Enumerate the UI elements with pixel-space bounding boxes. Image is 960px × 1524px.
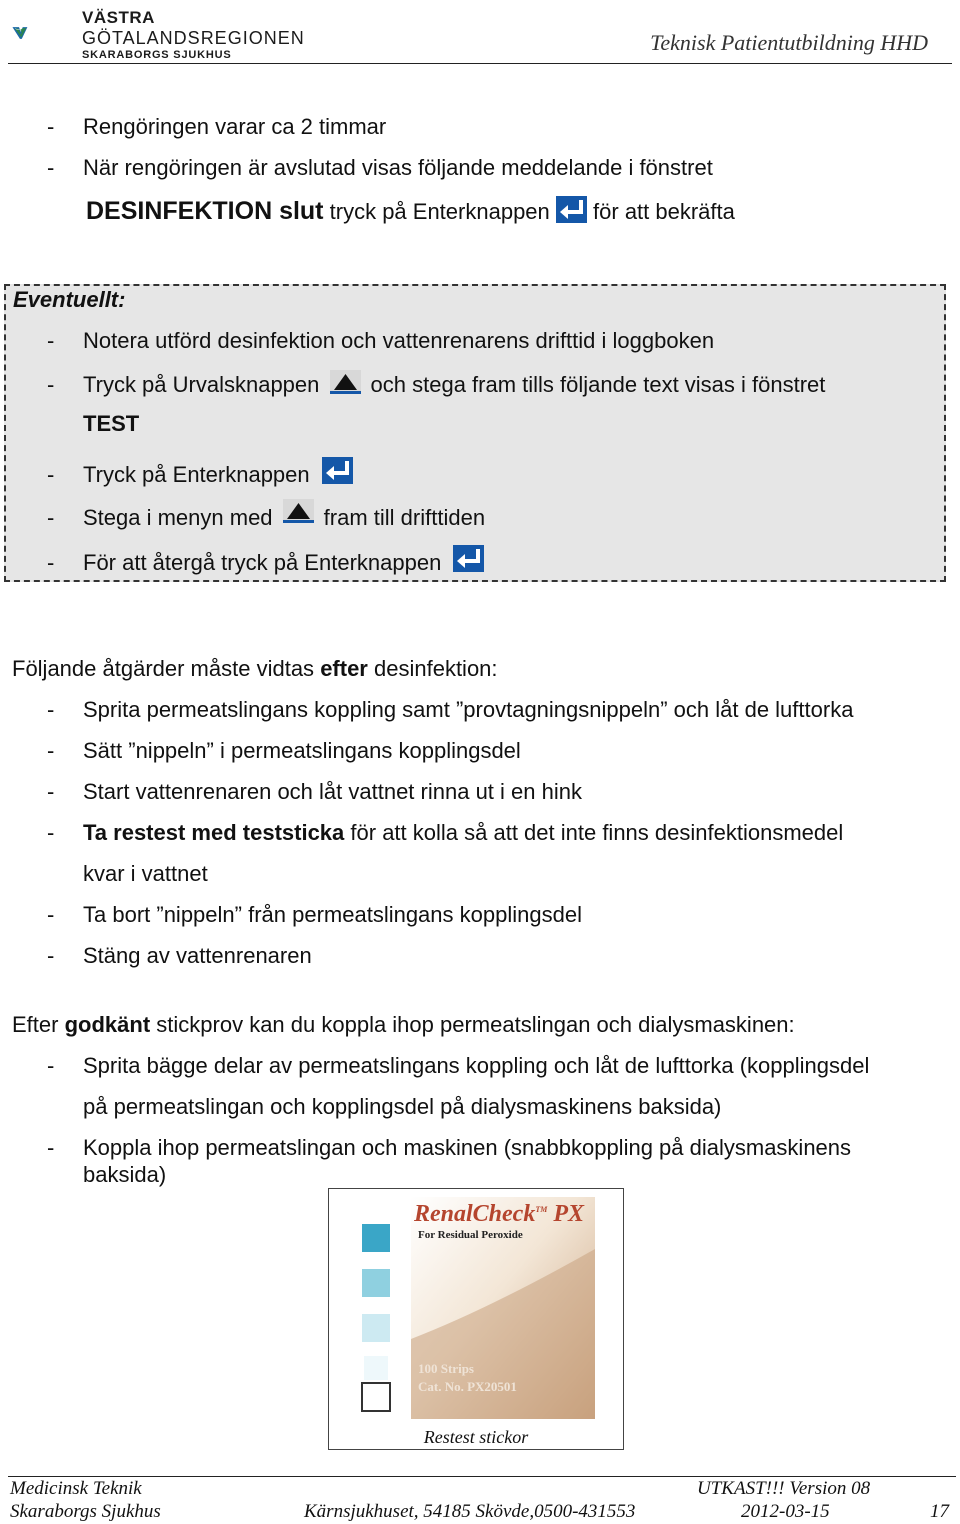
footer-divider bbox=[8, 1476, 956, 1477]
intro-text: stickprov kan du koppla ihop permeatslingan och dialysmaskinen: bbox=[156, 1012, 795, 1037]
list-item: - När rengöringen är avslutad visas följande meddelande i fönstret bbox=[47, 155, 713, 180]
list-item: - Rengöringen varar ca 2 timmar bbox=[47, 114, 387, 139]
list-item: - För att återgå tryck på Enterknappen bbox=[47, 545, 484, 576]
footer-address: Kärnsjukhuset, 54185 Skövde,0500-431553 bbox=[304, 1501, 636, 1522]
list-item: - Notera utförd desinfektion och vattenrenarens drifttid i loggboken bbox=[47, 328, 715, 353]
footer-department: Medicinsk Teknik bbox=[10, 1478, 142, 1499]
list-item-text: Notera utförd desinfektion och vattenrenarens drifttid i loggboken bbox=[83, 328, 715, 353]
list-item-continuation: baksida) bbox=[83, 1162, 167, 1187]
brand-text: RenalCheck bbox=[414, 1201, 536, 1227]
list-item: - Stäng av vattenrenaren bbox=[47, 943, 312, 968]
list-item-text: Tryck på Urvalsknappen bbox=[83, 372, 320, 397]
list-item: - Sprita bägge delar av permeatslingans koppling och låt de lufttorka (kopplingsdel bbox=[47, 1053, 870, 1078]
list-item-text: Sprita permeatslingans koppling samt ”provtagningsnippeln” och låt de lufttorka bbox=[83, 697, 854, 722]
list-item: - Sätt ”nippeln” i permeatslingans kopplingsdel bbox=[47, 738, 521, 763]
intro-text: Efter bbox=[12, 1012, 59, 1037]
up-arrow-key-icon bbox=[283, 499, 314, 523]
intro-bold: efter bbox=[320, 656, 368, 681]
brand-trademark: TM bbox=[535, 1205, 548, 1214]
restest-strips-photo bbox=[328, 1188, 624, 1450]
box-heading: Eventuellt: bbox=[13, 287, 126, 312]
logo-line-3: SKARABORGS SJUKHUS bbox=[82, 49, 232, 61]
intro-text: desinfektion: bbox=[374, 656, 498, 681]
footer-version: UTKAST!!! Version 08 bbox=[697, 1478, 871, 1499]
list-item-text: Start vattenrenaren och låt vattnet rinna ut i en hink bbox=[83, 779, 582, 804]
document-title: Teknisk Patientutbildning HHD bbox=[650, 30, 928, 55]
screen-text-test: TEST bbox=[83, 411, 140, 436]
list-item-text: Stega i menyn med bbox=[83, 505, 273, 530]
logo-line-1: VÄSTRA bbox=[82, 8, 155, 27]
list-item-text: Ta bort ”nippeln” från permeatslingans kopplingsdel bbox=[83, 902, 582, 927]
brand-suffix: PX bbox=[553, 1201, 585, 1227]
list-item-text: För att återgå tryck på Enterknappen bbox=[83, 550, 442, 575]
enter-key-icon bbox=[322, 457, 353, 484]
enter-key-icon bbox=[556, 196, 587, 223]
figure-caption: Restest stickor bbox=[423, 1427, 529, 1447]
list-item: - Start vattenrenaren och låt vattnet rinna ut i en hink bbox=[47, 779, 582, 804]
list-item-text: När rengöringen är avslutad visas följande meddelande i fönstret bbox=[83, 155, 713, 180]
logo-line-2: GÖTALANDSREGIONEN bbox=[82, 28, 305, 48]
header-divider bbox=[8, 63, 952, 64]
list-item-text: Stäng av vattenrenaren bbox=[83, 943, 312, 968]
list-item: - Koppla ihop permeatslingan och maskinen (snabbkoppling på dialysmaskinens bbox=[47, 1135, 852, 1160]
list-item: - Tryck på Urvalsknappen och stega fram tills följande text visas i fönstret bbox=[47, 372, 826, 397]
section-intro-after bbox=[12, 656, 498, 682]
intro-bold: godkänt bbox=[64, 1012, 151, 1037]
list-item-text: Tryck på Enterknappen bbox=[83, 462, 310, 487]
list-item-text: och stega fram tills följande text visas i fönstret bbox=[370, 372, 826, 397]
list-item-continuation: kvar i vattnet bbox=[83, 861, 208, 886]
message-end: för att bekräfta bbox=[593, 199, 735, 224]
up-arrow-key-icon bbox=[330, 370, 361, 394]
message-bold: DESINFEKTION slut bbox=[86, 197, 324, 225]
list-item: - Ta restest med teststicka för att kolla så att det inte finns desinfektionsmedel bbox=[47, 820, 844, 845]
list-item-text: Rengöringen varar ca 2 timmar bbox=[83, 114, 387, 139]
footer-date: 2012-03-15 bbox=[741, 1501, 830, 1522]
list-item-text: för att kolla så att det inte finns desinfektionsmedel bbox=[350, 820, 844, 845]
screen-message bbox=[86, 196, 735, 226]
intro-text: Följande åtgärder måste vidtas bbox=[12, 656, 315, 681]
section-intro-approved bbox=[12, 1012, 795, 1038]
list-item: - Ta bort ”nippeln” från permeatslingans kopplingsdel bbox=[47, 902, 582, 927]
page-number: 17 bbox=[930, 1501, 949, 1522]
logo-emblem bbox=[12, 4, 82, 62]
footer-hospital: Skaraborgs Sjukhus bbox=[10, 1501, 161, 1522]
list-item: - Tryck på Enterknappen bbox=[47, 457, 353, 488]
package-subtitle: For Residual Peroxide bbox=[418, 1229, 523, 1241]
list-item-text: Sätt ”nippeln” i permeatslingans kopplingsdel bbox=[83, 738, 521, 763]
package-strip-count: 100 Strips bbox=[418, 1361, 474, 1376]
package-catalog-number: Cat. No. PX20501 bbox=[418, 1379, 517, 1394]
list-item-text: fram till drifttiden bbox=[323, 505, 486, 530]
message-mid: tryck på Enterknappen bbox=[329, 199, 550, 224]
list-item-text: Sprita bägge delar av permeatslingans koppling och låt de lufttorka (kopplingsdel bbox=[83, 1053, 870, 1078]
brand-name bbox=[414, 1201, 584, 1228]
list-item: - Stega i menyn med fram till drifttiden bbox=[47, 499, 485, 531]
list-item-text: Koppla ihop permeatslingan och maskinen (snabbkoppling på dialysmaskinens bbox=[83, 1135, 852, 1160]
list-item-bold: Ta restest med teststicka bbox=[83, 820, 345, 845]
list-item: - Sprita permeatslingans koppling samt ”provtagningsnippeln” och låt de lufttorka bbox=[47, 697, 854, 722]
enter-key-icon bbox=[453, 545, 484, 572]
list-item-continuation: på permeatslingan och kopplingsdel på dialysmaskinens baksida) bbox=[83, 1094, 722, 1119]
